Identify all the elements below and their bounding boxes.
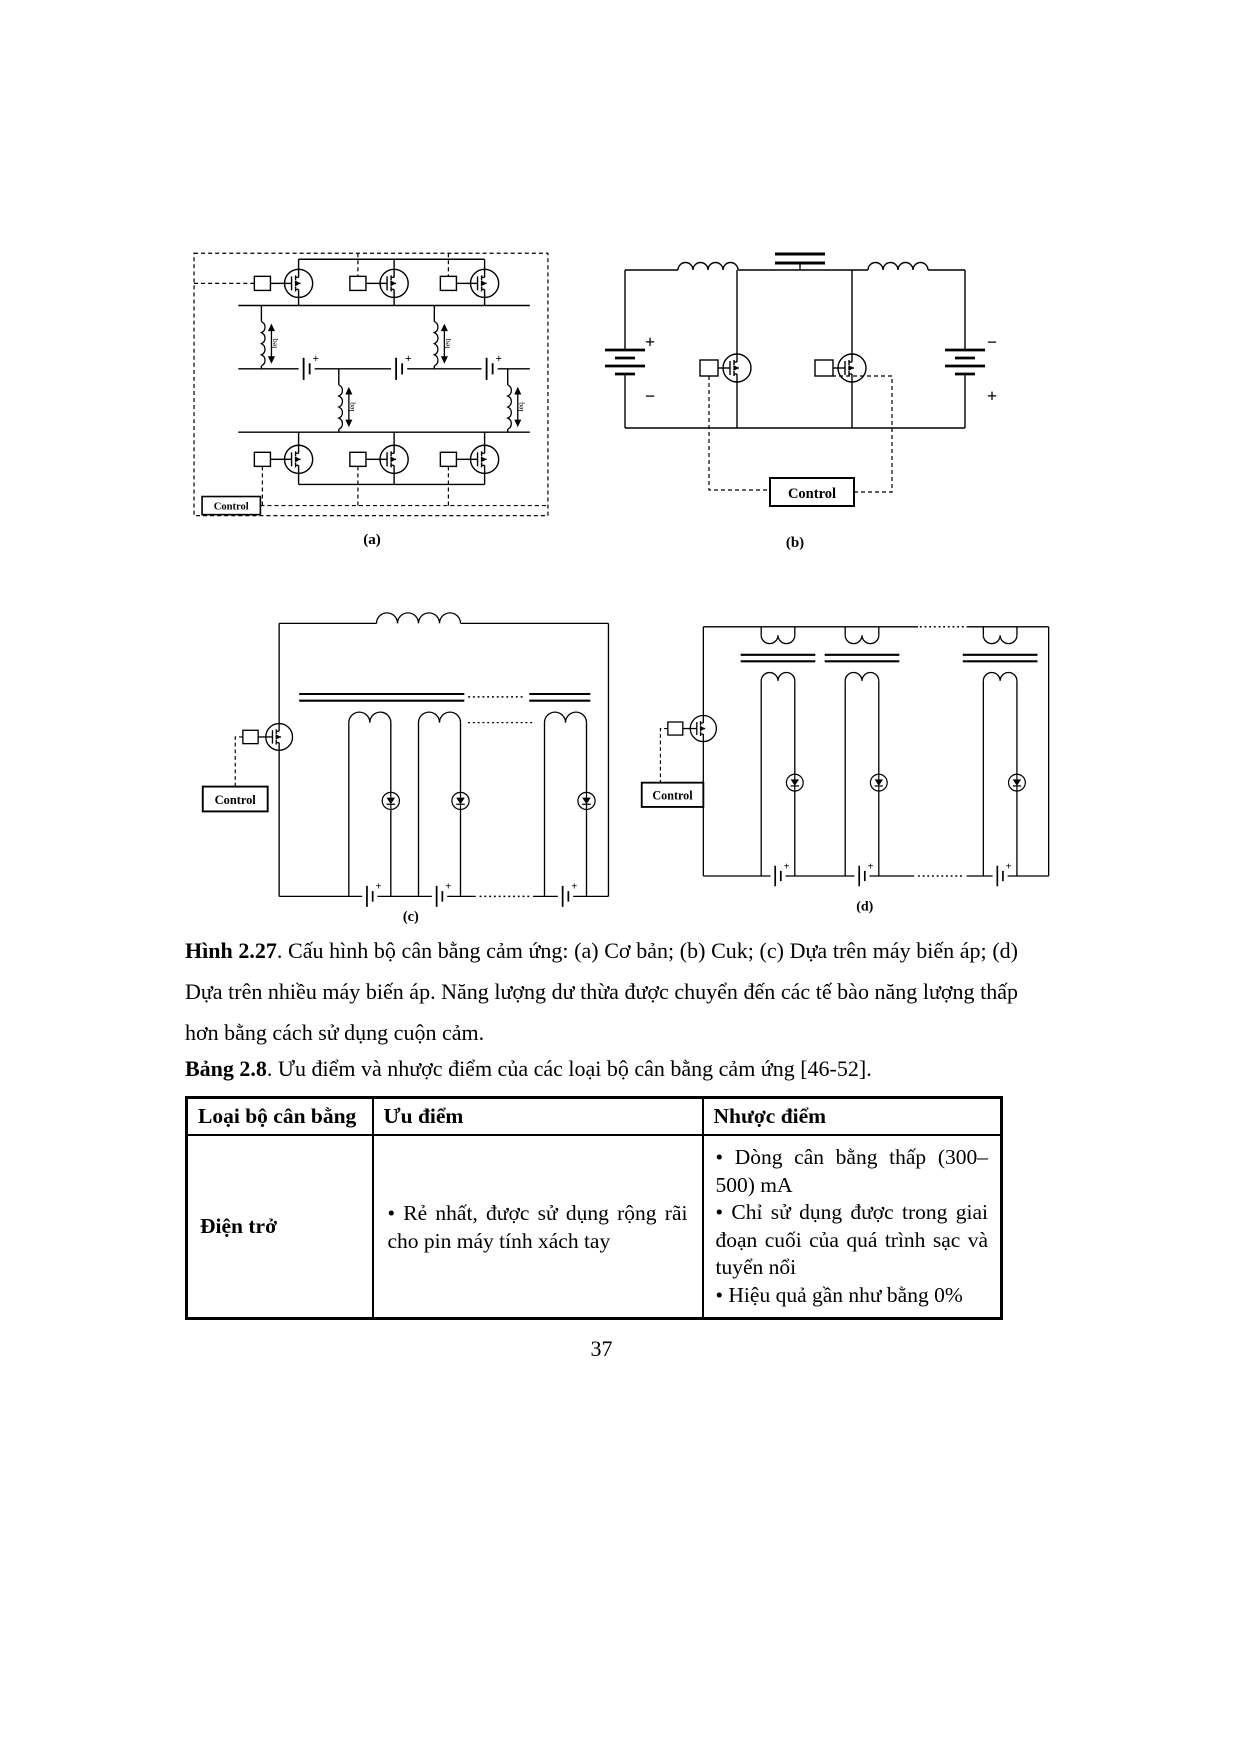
cell-balancer-type: Điện trở (187, 1135, 373, 1319)
mosfet-icon (285, 445, 313, 473)
table-caption-text: . Ưu điểm và nhược điểm của các loại bộ cân bằng cảm ứng [46-52]. (266, 1056, 872, 1081)
battery-icon (993, 861, 1012, 887)
inductor-icon (508, 385, 525, 429)
control-box-label: Control (652, 788, 693, 803)
winding-icon (845, 673, 879, 681)
inductor-icon (261, 322, 278, 366)
mosfet-icon (380, 445, 408, 473)
mosfet-icon (723, 354, 751, 382)
winding-icon (983, 673, 1017, 681)
figure-caption (185, 930, 1018, 1053)
control-box-label: Control (787, 486, 837, 502)
cons-item: • Hiệu quả gần như bằng 0% (715, 1282, 963, 1307)
circuit-diagram-b (600, 246, 1000, 556)
mosfet-icon (838, 354, 866, 382)
capacitor-icon (775, 254, 825, 270)
battery-icon (558, 882, 577, 908)
inductor-icon (868, 263, 928, 271)
inductor-icon (377, 613, 461, 624)
comparison-table (185, 1096, 1003, 1320)
sub-label-d: (d) (856, 899, 874, 915)
control-box-label: Control (213, 501, 249, 513)
circuit-diagram-c (193, 610, 623, 925)
cons-item: • Dòng cân bằng thấp (300–500) mA (715, 1145, 988, 1197)
diode-icon (382, 792, 399, 809)
diode-icon (786, 774, 803, 791)
figure-caption-text: . Cấu hình bộ cân bằng cảm ứng: (a) Cơ bản; (b) Cuk; (c) Dựa trên máy biến áp; (d) Dựa trên nhiều máy biến áp. Năng lượng dư thừa được chuyển đến các tế bào năng lượng thấp hơn bằng cách sử dụng cuộn cảm. (185, 938, 1018, 1045)
sub-label-b: (b) (785, 535, 805, 551)
winding-icon (761, 635, 795, 643)
circuit-diagram-a (188, 243, 560, 555)
pros-item: • Rẻ nhất, được sử dụng rộng rãi cho pin máy tính xách tay (387, 1200, 688, 1253)
control-box (203, 787, 268, 812)
battery-minus-label: − (986, 332, 998, 352)
battery-plus-label: + (986, 386, 998, 406)
battery-icon (432, 882, 451, 908)
sub-label-a: (a) (363, 531, 381, 548)
mosfet-icon (380, 269, 408, 297)
figure-caption-label: Hình 2.27 (185, 938, 277, 963)
table-row (187, 1135, 1002, 1319)
winding-icon (761, 673, 795, 681)
winding-icon (845, 635, 879, 643)
inductor-icon (434, 322, 451, 366)
battery-icon (482, 353, 502, 381)
table-header-row (187, 1098, 1002, 1136)
battery-icon (855, 861, 874, 887)
battery-icon (605, 270, 655, 428)
mosfet-icon (690, 715, 716, 741)
circuit-diagram-d (638, 610, 1058, 918)
winding-icon (349, 712, 391, 723)
diode-icon (1009, 774, 1026, 791)
control-box-label: Control (214, 792, 256, 807)
mosfet-icon (471, 269, 499, 297)
cons-item: • Chỉ sử dụng được trong giai đoạn cuối của quá trình sạc và tuyển nổi (715, 1200, 988, 1279)
transformer-core (299, 694, 590, 701)
battery-minus-label: − (644, 386, 656, 406)
diode-icon (870, 774, 887, 791)
battery-icon (945, 270, 997, 428)
table-caption-label: Bảng 2.8 (185, 1056, 267, 1081)
col-header-pros: Ưu điểm (373, 1098, 703, 1136)
sub-label-c: (c) (402, 909, 419, 926)
winding-icon (983, 635, 1017, 643)
page-number: 37 (590, 1336, 613, 1361)
diode-icon (578, 792, 595, 809)
mosfet-icon (285, 269, 313, 297)
winding-icon (545, 712, 587, 723)
cell-pros (373, 1135, 703, 1319)
table-caption (185, 1054, 1018, 1084)
winding-icon (419, 712, 461, 723)
col-header-balancer-type: Loại bộ cân bằng (187, 1098, 373, 1136)
control-box (642, 783, 704, 807)
col-header-cons: Nhược điểm (703, 1098, 1002, 1136)
control-box (202, 497, 260, 515)
diode-icon (452, 792, 469, 809)
battery-icon (391, 353, 411, 381)
inductor-icon (339, 385, 356, 429)
control-box (770, 478, 854, 506)
mosfet-icon (266, 724, 293, 751)
battery-icon (362, 882, 381, 908)
battery-icon (771, 861, 790, 887)
cell-cons (703, 1135, 1002, 1319)
mosfet-icon (471, 445, 499, 473)
battery-icon (299, 353, 319, 381)
inductor-icon (678, 263, 738, 271)
battery-plus-label: + (644, 332, 656, 352)
